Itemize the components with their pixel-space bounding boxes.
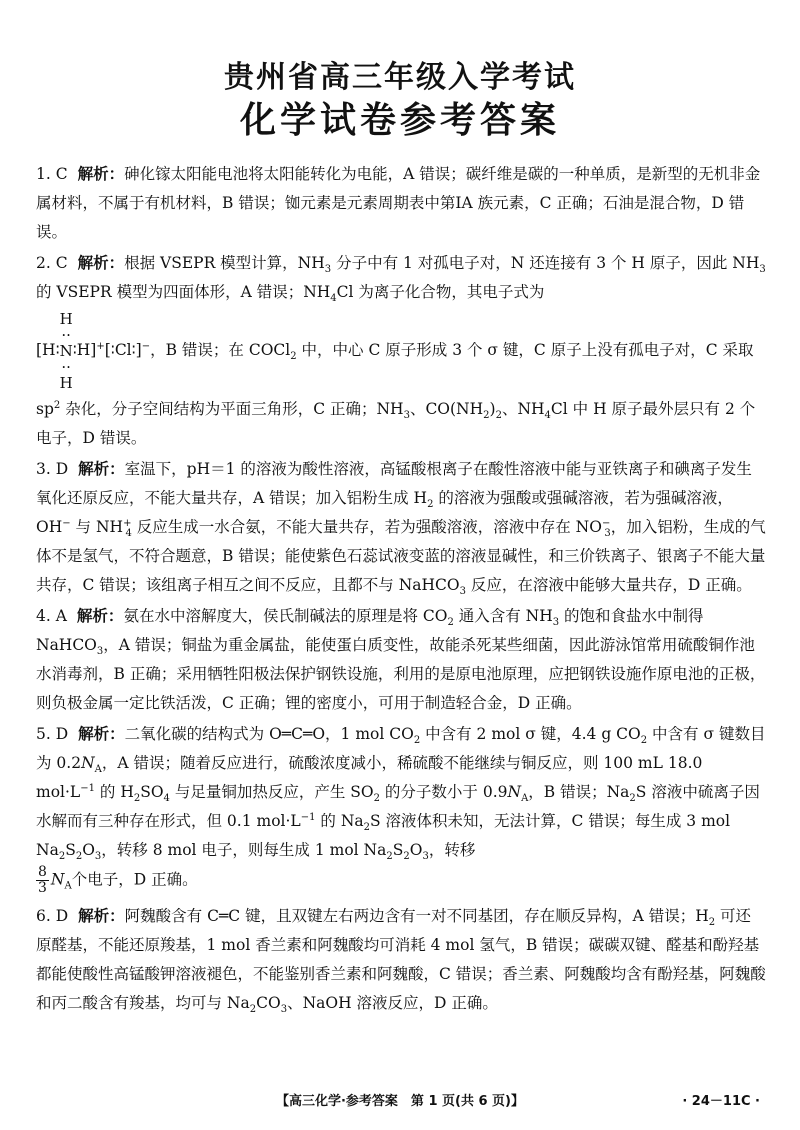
lewis-text: [H∶: [36, 341, 60, 359]
answer-text: 通入含有 NH: [453, 607, 553, 625]
answer-text: SO: [140, 783, 164, 801]
answer-text: 反应生成一水合氨，不能大量共存，若为强酸溶液，溶液中存在 NO: [131, 518, 602, 536]
avogadro-symbol: N: [50, 870, 65, 889]
answer-number: 4. A: [36, 607, 67, 625]
analysis-label: 解析：: [77, 254, 125, 272]
answer-text: 氨在水中溶解度大，侯氏制碱法的原理是将 CO: [123, 607, 448, 625]
answer-text: 分子中有 1 对孤电子对，N 还连接有 3 个 H 原子，因此 NH: [331, 254, 760, 272]
analysis-label: 解析：: [78, 460, 125, 478]
page-footer: 【高三化学·参考答案 第 1 页(共 6 页)】: [275, 1094, 525, 1109]
answer-text: 与 NH: [70, 518, 124, 536]
title-line2: 化学试卷参考答案: [239, 100, 560, 141]
answer-2: 2. C 解析：根据 VSEPR 模型计算，$NH_3$ 分子中有 1 对孤电子对，N 还连接有 3 个 H 原子，因此 $NH_3$ 的 VSEPR 模型为四面体形，A 错误；$NH_4Cl$ 为离子化合物，其电子式为 [H∶ H ·· N ·· H ∶H]+[∶Cl∶]−，B 错误；在 COCl$_2$ 中，中心 C 原子形成 3 个 σ 键，C 原子上没有孤电子对，C 采取 $sp^2$ 杂化，分子空间结构为平面三角形，C 正确；$NH_3$、$CO(NH_2)_2$、$NH_4Cl$ 中 H 原子最外层只有 2 个电子，D 错误。: [36, 254, 766, 447]
avogadro-symbol: N: [81, 754, 95, 772]
answer-text: 与足量铜加热反应，产生 SO: [169, 783, 374, 801]
answer-text: 、NH: [501, 400, 545, 418]
answer-4: 4. A 解析：氨在水中溶解度大，侯氏制碱法的原理是将 $CO_2$ 通入含有 $NH_3$ 的饱和食盐水中制得 NaHCO$_3$，A 错误；铜盐为重金属盐，能使蛋白质变性，故能杀死某些细菌，因此游泳馆常用硫酸铜作池水消毒剂，B 正确；采用牺牲阳极法保护钢铁设施，利用的是原电池原理，应把钢铁设施作原电池的正极，则负极金属一定比铁活泼，C 正确；锂的密度小，可用于制造轻合金，D 正确。: [36, 607, 766, 712]
analysis-label: 解析：: [78, 907, 125, 925]
analysis-label: 解析：: [78, 725, 125, 743]
avogadro-sub: A: [521, 793, 529, 805]
answer-text: 的溶液为强酸或强碱溶液，若为强碱溶液，OH: [36, 489, 733, 536]
answer-6: 6. D 解析：阿魏酸含有 C═C 键，且双键左右两边含有一对不同基团，存在顺反异构，A 错误；$H_2$ 可还原醛基，不能还原羧基，1 mol 香兰素和阿魏酸均可消耗 4 mol 氢气，B 错误；碳碳双键、醛基和酚羟基都能使酸性高锰酸钾溶液褪色，不能鉴别香兰素和阿魏酸，C 错误；香兰素、阿魏酸均含有酚羟基，阿魏酸和丙二酸含有羧基，均可与 $Na_2CO_3$、NaOH 溶液反应，D 正确。: [36, 907, 766, 1016]
answer-text: 中含有 σ 键数目为 0.2: [36, 725, 766, 772]
avogadro-sub: A: [94, 764, 102, 776]
answer-5: 5. D 解析：二氧化碳的结构式为 O═C═O，1 mol $CO_2$ 中含有 2 mol σ 键，4.4 g $CO_2$ 中含有 σ 键数目为 $0.2N_A$，A 错误；随着反应进行，硫酸浓度减小，稀硫酸不能继续与铜反应，则 100 mL 18.0 $mol\cdot L^{-1}$ 的 $H_2SO_4$ 与足量铜加热反应，产生 $SO_2$ 的分子数小于 $0.9N_A$，B 错误；$Na_2S$ 溶液中硫离子因水解而有三种存在形式，但 0.1 $mol\cdot L^{-1}$ 的 $Na_2S$ 溶液体积未知，无法计算，C 错误；每生成 3 mol $Na_2S_2O_3$，转移 8 mol 电子，则每生成 1 mol $Na_2S_2O_3$，转移 $\frac{8}{3}$ $N_A$个电子，D 正确。: [36, 725, 766, 896]
title-line1: 贵州省高三年级入学考试: [224, 60, 576, 95]
answer-text: Cl 中 H 原子最外层只有 2 个电子，D 错误。: [36, 400, 756, 447]
answer-text: 的 H: [94, 783, 134, 801]
answer-text: 二氧化碳的结构式为 O═C═O，1 mol CO: [124, 725, 414, 743]
answer-text: 砷化镓太阳能电池将太阳能转化为电能，A 错误；碳纤维是碳的一种单质，是新型的无机非金属材料，不属于有机材料，B 错误；铷元素是元素周期表中第ⅠA 族元素，C 正确；石油是混合物，D 错误。: [36, 165, 761, 241]
answer-text: 根据 VSEPR 模型计算，NH: [124, 254, 325, 272]
answer-number: 3. D: [36, 460, 69, 478]
avogadro-symbol: N: [507, 783, 522, 801]
answer-text: S: [65, 841, 76, 859]
answer-text: O: [82, 841, 95, 859]
answer-text: 的 VSEPR 模型为四面体形，A 错误；NH: [36, 283, 331, 301]
lewis-n: H ·· N ·· H: [59, 310, 73, 392]
lewis-text: ∶H]: [72, 341, 97, 359]
answer-number: 2. C: [36, 254, 68, 272]
answer-text: 的 Na: [315, 812, 364, 830]
answer-text: S 溶液体积未知，无法计算，C 错误；每生成 3 mol Na: [36, 812, 731, 859]
answer-number: 6. D: [36, 907, 69, 925]
answer-text: 、CO(NH: [409, 400, 484, 418]
answer-text: 个电子，D 正确。: [71, 870, 198, 889]
answer-text: 的饱和食盐水中制得 NaHCO: [36, 607, 704, 654]
answer-text: ，A 错误；铜盐为重金属盐，能使蛋白质变性，故能杀死某些细菌，因此游泳馆常用硫酸铜作池水消毒剂，B 正确；采用牺牲阳极法保护钢铁设施，利用的是原电池原理，应把钢铁设施作原电池的正极，则负极金属一定比铁活泼，C 正确；锂的密度小，可用于制造轻合金，D 正确。: [36, 636, 766, 712]
lewis-structure: [H∶ H ·· N ·· H ∶H]+[∶Cl∶]−: [36, 310, 151, 392]
answer-text: ，转移: [428, 841, 476, 859]
answer-text: Cl 为离子化合物，其电子式为: [336, 283, 545, 301]
fraction: $\frac{8}{3}$: [38, 864, 47, 896]
answer-text: 室温下，pH＝1 的溶液为酸性溶液，高锰酸根离子在酸性溶液中能与亚铁离子和碘离子发生氧化还原反应，不能大量共存，A 错误；加入铝粉生成 H: [36, 460, 752, 507]
avogadro-sub: A: [64, 880, 72, 892]
answer-text: ): [489, 400, 496, 418]
answer-text: ，加入铝粉，生成的气体不是氢气，不符合题意，B 错误；能使紫色石蕊试液变蓝的溶液显碱性，和三价铁离子、银离子不能大量共存，C 错误；该组离子相互之间不反应，且都不与 NaHCO: [36, 518, 766, 594]
answer-text: ，B 错误；在 COCl: [150, 341, 291, 359]
answer-text: 可还原醛基，不能还原羧基，1 mol 香兰素和阿魏酸均可消耗 4 mol 氢气，B 错误；碳碳双键、醛基和酚羟基都能使酸性高锰酸钾溶液褪色，不能鉴别香兰素和阿魏酸，C 错误；香兰素、阿魏酸均含有酚羟基，阿魏酸和丙二酸含有羧基，均可与 Na: [36, 907, 766, 1012]
answer-text: 的分子数小于 0.9: [379, 783, 508, 801]
lewis-text: [∶Cl∶]: [104, 341, 142, 359]
answer-number: 1. C: [36, 165, 68, 183]
answer-text: 阿魏酸含有 C═C 键，且双键左右两边含有一对不同基团，存在顺反异构，A 错误；H: [124, 907, 709, 925]
answer-text: S 溶液中硫离子因水解而有三种存在形式，但 0.1 mol·L: [36, 783, 760, 830]
answer-text: 杂化，分子空间结构为平面三角形，C 正确；NH: [60, 400, 404, 418]
answer-number: 5. D: [36, 725, 69, 743]
answer-text: ，B 错误；Na: [528, 783, 630, 801]
answer-text: 中含有 2 mol σ 键，4.4 g CO: [420, 725, 641, 743]
answers-body: [36, 160, 766, 1020]
answer-text: ，A 错误；随着反应进行，硫酸浓度减小，稀硫酸不能继续与铜反应，则 100 mL 18.0 mol·L: [36, 754, 703, 801]
answer-1: [36, 160, 766, 247]
answer-3: 3. D 解析：室温下，pH＝1 的溶液为酸性溶液，高锰酸根离子在酸性溶液中能与亚铁离子和碘离子发生氧化还原反应，不能大量共存，A 错误；加入铝粉生成 $H_2$ 的溶液为强酸或强碱溶液，若为强碱溶液，OH− 与 $NH^+_4$ 反应生成一水合氨，不能大量共存，若为强酸溶液，溶液中存在 $NO^-_3$，加入铝粉，生成的气体不是氢气，不符合题意，B 错误；能使紫色石蕊试液变蓝的溶液显碱性，和三价铁离子、银离子不能大量共存，C 错误；该组离子相互之间不反应，且都不与 NaHCO$_3$ 反应，在溶液中能够大量共存，D 正确。: [36, 460, 766, 598]
answer-text: 中，中心 C 原子形成 3 个 σ 键，C 原子上没有孤电子对，C 采取 sp: [36, 341, 754, 418]
analysis-label: 解析：: [77, 165, 125, 183]
answer-text: 、NaOH 溶液反应，D 正确。: [287, 994, 498, 1012]
answer-text: CO: [256, 994, 281, 1012]
paper-code: · 24－11C ·: [682, 1094, 760, 1109]
answer-text: 反应，在溶液中能够大量共存，D 正确。: [465, 576, 752, 594]
answer-text: ，转移 8 mol 电子，则每生成 1 mol Na: [101, 841, 387, 859]
analysis-label: 解析：: [76, 607, 124, 625]
